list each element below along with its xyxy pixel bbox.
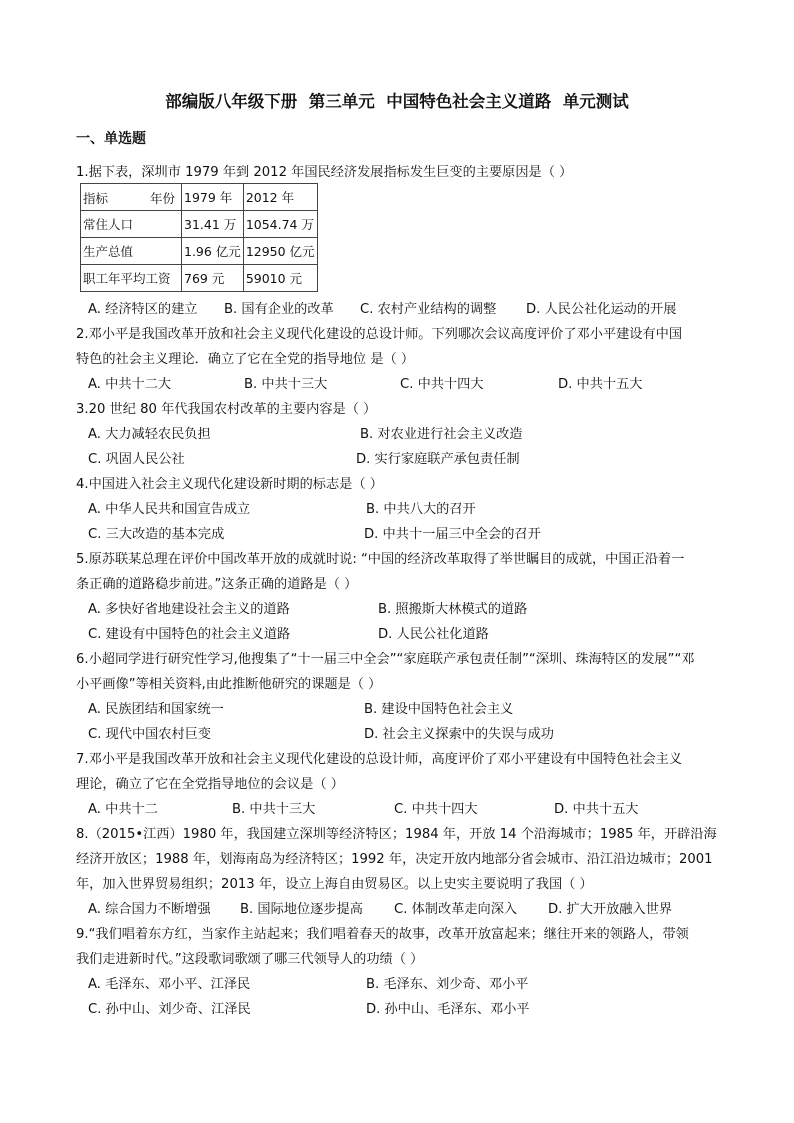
option-a[interactable]: A. 中共十二: [88, 802, 158, 817]
data-table: [80, 183, 318, 292]
question-text: 特色的社会主义理论．确立了它在全党的指导地位 是（ ）: [76, 352, 415, 367]
table-cell: 59010 元: [243, 265, 317, 292]
question-text: 8.（2015•江西）1980 年，我国建立深圳等经济特区；1984 年，开放 14 个沿海城市；1985 年，开辟沿海: [76, 827, 717, 842]
option-a[interactable]: A. 多快好省地建设社会主义的道路: [88, 602, 290, 617]
option-b[interactable]: B. 国际地位逐步提高: [240, 902, 363, 917]
table-header-cell: 2012 年: [243, 184, 317, 211]
option-c[interactable]: C. 三大改造的基本完成: [88, 527, 225, 542]
option-a[interactable]: A. 毛泽东、邓小平、江泽民: [88, 977, 251, 992]
question-text: 小平画像”等相关资料,由此推断他研究的课题是（ ）: [76, 677, 382, 692]
options-row: [88, 997, 728, 1022]
option-a[interactable]: A. 综合国力不断增强: [88, 902, 211, 917]
question-text: 4.中国进入社会主义现代化建设新时期的标志是（ ）: [76, 477, 383, 492]
options-row: [88, 897, 728, 922]
question-4: [76, 472, 726, 497]
option-c[interactable]: C. 现代中国农村巨变: [88, 727, 212, 742]
option-b[interactable]: B. 对农业进行社会主义改造: [360, 427, 523, 442]
question-2: [76, 322, 726, 372]
question-6: [76, 647, 726, 697]
question-3: [76, 397, 726, 422]
table-cell: 1.96 亿元: [182, 238, 244, 265]
option-d[interactable]: D. 中共十一届三中全会的召开: [364, 527, 541, 542]
question-1: [76, 160, 726, 185]
option-c[interactable]: C. 中共十四大: [394, 802, 478, 817]
option-b[interactable]: B. 建设中国特色社会主义: [364, 702, 514, 717]
options-row: [88, 497, 728, 522]
table-row: [81, 211, 318, 238]
question-text: 3.20 世纪 80 年代我国农村改革的主要内容是（ ）: [76, 402, 377, 417]
table-cell: 769 元: [182, 265, 244, 292]
table-header-cell: 1979 年: [182, 184, 244, 211]
question-9: [76, 922, 726, 972]
option-a[interactable]: A. 中共十二大: [88, 377, 172, 392]
table-cell: 常住人口: [81, 211, 182, 238]
options-row: [88, 372, 728, 397]
table-header-row: [81, 184, 318, 211]
option-c[interactable]: C. 中共十四大: [400, 377, 484, 392]
options-row: [88, 422, 728, 447]
options-row: [88, 622, 728, 647]
option-c[interactable]: C. 孙中山、刘少奇、江泽民: [88, 1002, 251, 1017]
option-a[interactable]: A. 大力减轻农民负担: [88, 427, 211, 442]
table-cell: 31.41 万: [182, 211, 244, 238]
option-c[interactable]: C. 建设有中国特色的社会主义道路: [88, 627, 291, 642]
option-d[interactable]: D. 实行家庭联产承包责任制: [356, 452, 520, 467]
options-row: [88, 697, 728, 722]
option-c[interactable]: C. 巩固人民公社: [88, 452, 185, 467]
question-text: 年，加入世界贸易组织；2013 年，设立上海自由贸易区。以上史实主要说明了我国（ ）: [76, 877, 593, 892]
option-b[interactable]: B. 中共十三大: [232, 802, 316, 817]
table-cell: 职工年平均工资: [81, 265, 182, 292]
option-b[interactable]: B. 国有企业的改革: [224, 302, 334, 317]
option-d[interactable]: D. 中共十五大: [558, 377, 643, 392]
question-text: 经济开放区；1988 年，划海南岛为经济特区；1992 年，决定开放内地部分省会城市、沿江沿边城市；2001: [76, 852, 713, 867]
option-d[interactable]: D. 人民公社化道路: [378, 627, 489, 642]
question-text: 条正确的道路稳步前进。”这条正确的道路是（ ）: [76, 577, 358, 592]
option-d[interactable]: D. 人民公社化运动的开展: [526, 302, 677, 317]
question-text: 我们走进新时代。”这段歌词歌颂了哪三代领导人的功绩（ ）: [76, 952, 424, 967]
options-row: [88, 722, 728, 747]
option-d[interactable]: D. 社会主义探索中的失误与成功: [364, 727, 554, 742]
option-b[interactable]: B. 照搬斯大林模式的道路: [378, 602, 528, 617]
option-b[interactable]: B. 中共十三大: [244, 377, 328, 392]
options-row: [88, 447, 728, 472]
option-b[interactable]: B. 毛泽东、刘少奇、邓小平: [366, 977, 529, 992]
option-a[interactable]: A. 中华人民共和国宣告成立: [88, 502, 251, 517]
option-b[interactable]: B. 中共八大的召开: [366, 502, 476, 517]
question-7: [76, 747, 726, 797]
table-cell: 生产总值: [81, 238, 182, 265]
option-d[interactable]: D. 孙中山、毛泽东、邓小平: [366, 1002, 530, 1017]
options-row: [88, 597, 728, 622]
question-text: 5.原苏联某总理在评价中国改革开放的成就时说: “中国的经济改革取得了举世瞩目的成就，中国正沿着一: [76, 552, 685, 567]
options-row: [88, 972, 728, 997]
question-text: 1.据下表，深圳市 1979 年到 2012 年国民经济发展指标发生巨变的主要原因是（ ）: [76, 165, 573, 180]
options-row: [88, 797, 728, 822]
table-row: [81, 265, 318, 292]
section-heading: 一、单选题: [76, 131, 146, 147]
option-c[interactable]: C. 体制改革走向深入: [394, 902, 518, 917]
option-c[interactable]: C. 农村产业结构的调整: [360, 302, 497, 317]
option-d[interactable]: D. 扩大开放融入世界: [548, 902, 673, 917]
option-a[interactable]: A. 经济特区的建立: [88, 302, 198, 317]
options-row: [88, 297, 728, 322]
table-row: [81, 238, 318, 265]
question-text: 9.“我们唱着东方红，当家作主站起来；我们唱着春天的故事，改革开放富起来；继往开来的领路人，带领: [76, 927, 689, 942]
option-a[interactable]: A. 民族团结和国家统一: [88, 702, 224, 717]
table-cell: 1054.74 万: [243, 211, 317, 238]
options-row: [88, 522, 728, 547]
question-text: 2.邓小平是我国改革开放和社会主义现代化建设的总设计师。下列哪次会议高度评价了邓小平建设有中国: [76, 327, 683, 342]
table-header-cell: 指标 年份: [81, 184, 182, 211]
question-text: 理论，确立了它在全党指导地位的会议是（ ）: [76, 777, 344, 792]
question-text: 6.小超同学进行研究性学习,他搜集了“十一届三中全会”“家庭联产承包责任制”“深圳、珠海特区的发展”“邓: [76, 652, 695, 667]
table-cell: 12950 亿元: [243, 238, 317, 265]
question-8: [76, 822, 726, 897]
option-d[interactable]: D. 中共十五大: [554, 802, 639, 817]
question-text: 7.邓小平是我国改革开放和社会主义现代化建设的总设计师，高度评价了邓小平建设有中国特色社会主义: [76, 752, 683, 767]
document-title: 部编版八年级下册 第三单元 中国特色社会主义道路 单元测试: [165, 92, 629, 111]
question-5: [76, 547, 726, 597]
